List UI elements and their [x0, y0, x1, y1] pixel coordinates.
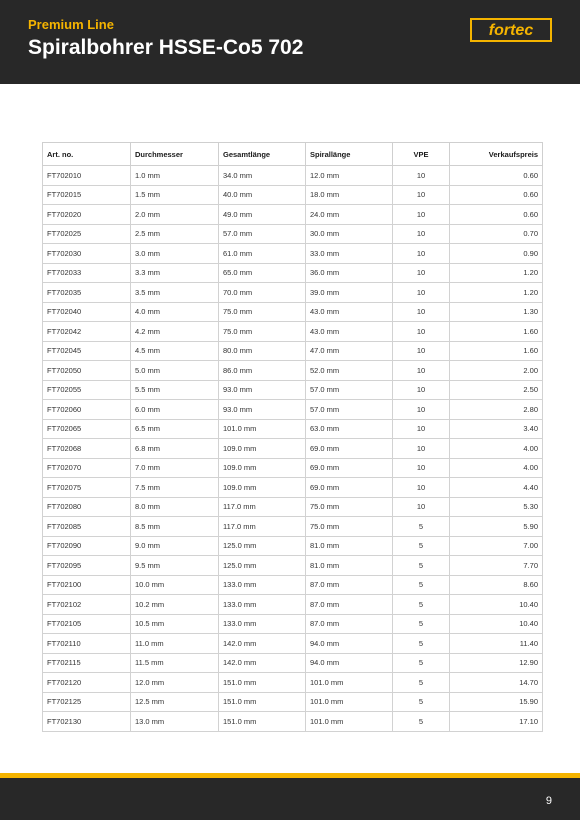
cell-diameter: 12.0 mm	[131, 673, 219, 693]
cell-total-length: 151.0 mm	[219, 673, 306, 693]
cell-price: 1.60	[450, 322, 543, 342]
cell-diameter: 11.5 mm	[131, 653, 219, 673]
cell-vpe: 5	[393, 653, 450, 673]
cell-vpe: 5	[393, 634, 450, 654]
cell-article-number: FT702042	[43, 322, 131, 342]
table-row	[43, 263, 543, 283]
cell-vpe: 10	[393, 185, 450, 205]
cell-article-number: FT702070	[43, 458, 131, 478]
cell-flute-length: 12.0 mm	[306, 166, 393, 186]
cell-diameter: 12.5 mm	[131, 692, 219, 712]
cell-total-length: 49.0 mm	[219, 205, 306, 225]
cell-price: 4.40	[450, 478, 543, 498]
product-table	[42, 142, 543, 732]
cell-diameter: 5.5 mm	[131, 380, 219, 400]
cell-total-length: 109.0 mm	[219, 478, 306, 498]
cell-price: 2.50	[450, 380, 543, 400]
cell-diameter: 8.5 mm	[131, 517, 219, 537]
cell-article-number: FT702050	[43, 361, 131, 381]
cell-price: 0.60	[450, 185, 543, 205]
table-row	[43, 478, 543, 498]
cell-vpe: 10	[393, 166, 450, 186]
cell-total-length: 75.0 mm	[219, 302, 306, 322]
cell-diameter: 13.0 mm	[131, 712, 219, 732]
cell-vpe: 5	[393, 575, 450, 595]
cell-total-length: 125.0 mm	[219, 536, 306, 556]
cell-price: 10.40	[450, 614, 543, 634]
cell-article-number: FT702025	[43, 224, 131, 244]
cell-diameter: 7.5 mm	[131, 478, 219, 498]
cell-diameter: 8.0 mm	[131, 497, 219, 517]
cell-total-length: 151.0 mm	[219, 712, 306, 732]
cell-vpe: 5	[393, 614, 450, 634]
table-row	[43, 536, 543, 556]
cell-flute-length: 24.0 mm	[306, 205, 393, 225]
cell-flute-length: 94.0 mm	[306, 634, 393, 654]
table-row	[43, 692, 543, 712]
cell-article-number: FT702055	[43, 380, 131, 400]
cell-total-length: 61.0 mm	[219, 244, 306, 264]
cell-flute-length: 30.0 mm	[306, 224, 393, 244]
table-row	[43, 224, 543, 244]
cell-diameter: 9.0 mm	[131, 536, 219, 556]
cell-total-length: 125.0 mm	[219, 556, 306, 576]
table-row	[43, 166, 543, 186]
table-body	[43, 166, 543, 732]
cell-article-number: FT702060	[43, 400, 131, 420]
cell-article-number: FT702085	[43, 517, 131, 537]
cell-vpe: 10	[393, 283, 450, 303]
table-row	[43, 361, 543, 381]
page-footer	[0, 773, 580, 820]
cell-diameter: 7.0 mm	[131, 458, 219, 478]
cell-total-length: 133.0 mm	[219, 575, 306, 595]
cell-flute-length: 33.0 mm	[306, 244, 393, 264]
cell-total-length: 34.0 mm	[219, 166, 306, 186]
table-row	[43, 322, 543, 342]
cell-flute-length: 81.0 mm	[306, 536, 393, 556]
cell-diameter: 1.0 mm	[131, 166, 219, 186]
cell-article-number: FT702020	[43, 205, 131, 225]
cell-flute-length: 18.0 mm	[306, 185, 393, 205]
cell-article-number: FT702065	[43, 419, 131, 439]
cell-diameter: 2.0 mm	[131, 205, 219, 225]
cell-vpe: 10	[393, 224, 450, 244]
cell-vpe: 5	[393, 517, 450, 537]
cell-price: 0.60	[450, 205, 543, 225]
cell-vpe: 10	[393, 322, 450, 342]
cell-diameter: 3.3 mm	[131, 263, 219, 283]
table-row	[43, 419, 543, 439]
table-row	[43, 458, 543, 478]
cell-vpe: 10	[393, 302, 450, 322]
cell-price: 5.90	[450, 517, 543, 537]
cell-total-length: 117.0 mm	[219, 517, 306, 537]
cell-vpe: 10	[393, 205, 450, 225]
svg-text:fortec: fortec	[488, 22, 534, 39]
column-header-price: Verkaufspreis	[450, 143, 543, 166]
cell-total-length: 151.0 mm	[219, 692, 306, 712]
cell-flute-length: 81.0 mm	[306, 556, 393, 576]
cell-flute-length: 94.0 mm	[306, 653, 393, 673]
cell-total-length: 109.0 mm	[219, 439, 306, 459]
cell-price: 7.00	[450, 536, 543, 556]
cell-total-length: 75.0 mm	[219, 322, 306, 342]
page-header	[0, 0, 580, 84]
cell-vpe: 5	[393, 595, 450, 615]
cell-price: 1.30	[450, 302, 543, 322]
table-row	[43, 244, 543, 264]
cell-article-number: FT702110	[43, 634, 131, 654]
cell-total-length: 133.0 mm	[219, 595, 306, 615]
cell-price: 3.40	[450, 419, 543, 439]
product-line-label: Premium Line	[28, 17, 114, 32]
cell-vpe: 5	[393, 556, 450, 576]
table-row	[43, 341, 543, 361]
cell-flute-length: 43.0 mm	[306, 322, 393, 342]
table-header-row	[43, 143, 543, 166]
cell-article-number: FT702120	[43, 673, 131, 693]
cell-price: 10.40	[450, 595, 543, 615]
cell-price: 5.30	[450, 497, 543, 517]
cell-flute-length: 39.0 mm	[306, 283, 393, 303]
cell-price: 8.60	[450, 575, 543, 595]
cell-diameter: 6.5 mm	[131, 419, 219, 439]
cell-price: 2.80	[450, 400, 543, 420]
cell-diameter: 1.5 mm	[131, 185, 219, 205]
table-row	[43, 185, 543, 205]
cell-article-number: FT702090	[43, 536, 131, 556]
table-row	[43, 439, 543, 459]
cell-flute-length: 36.0 mm	[306, 263, 393, 283]
cell-flute-length: 75.0 mm	[306, 497, 393, 517]
cell-article-number: FT702125	[43, 692, 131, 712]
cell-total-length: 65.0 mm	[219, 263, 306, 283]
cell-vpe: 10	[393, 380, 450, 400]
cell-total-length: 109.0 mm	[219, 458, 306, 478]
cell-flute-length: 87.0 mm	[306, 575, 393, 595]
cell-total-length: 93.0 mm	[219, 400, 306, 420]
cell-article-number: FT702033	[43, 263, 131, 283]
product-table-container	[42, 142, 542, 732]
cell-diameter: 4.2 mm	[131, 322, 219, 342]
column-header-vpe: VPE	[393, 143, 450, 166]
cell-diameter: 6.8 mm	[131, 439, 219, 459]
cell-article-number: FT702102	[43, 595, 131, 615]
cell-price: 7.70	[450, 556, 543, 576]
table-row	[43, 380, 543, 400]
cell-total-length: 133.0 mm	[219, 614, 306, 634]
cell-price: 4.00	[450, 458, 543, 478]
cell-total-length: 93.0 mm	[219, 380, 306, 400]
table-row	[43, 673, 543, 693]
cell-total-length: 70.0 mm	[219, 283, 306, 303]
cell-price: 15.90	[450, 692, 543, 712]
cell-diameter: 10.0 mm	[131, 575, 219, 595]
table-row	[43, 400, 543, 420]
table-row	[43, 653, 543, 673]
cell-article-number: FT702035	[43, 283, 131, 303]
cell-article-number: FT702075	[43, 478, 131, 498]
cell-price: 12.90	[450, 653, 543, 673]
cell-diameter: 6.0 mm	[131, 400, 219, 420]
cell-diameter: 11.0 mm	[131, 634, 219, 654]
cell-article-number: FT702040	[43, 302, 131, 322]
cell-total-length: 142.0 mm	[219, 653, 306, 673]
cell-vpe: 10	[393, 478, 450, 498]
cell-vpe: 10	[393, 439, 450, 459]
cell-article-number: FT702080	[43, 497, 131, 517]
column-header-diameter: Durchmesser	[131, 143, 219, 166]
table-row	[43, 205, 543, 225]
cell-diameter: 4.5 mm	[131, 341, 219, 361]
table-row	[43, 634, 543, 654]
cell-flute-length: 69.0 mm	[306, 478, 393, 498]
table-row	[43, 595, 543, 615]
cell-article-number: FT702130	[43, 712, 131, 732]
cell-flute-length: 57.0 mm	[306, 380, 393, 400]
cell-vpe: 10	[393, 419, 450, 439]
cell-price: 0.70	[450, 224, 543, 244]
cell-article-number: FT702105	[43, 614, 131, 634]
cell-vpe: 5	[393, 712, 450, 732]
cell-vpe: 10	[393, 263, 450, 283]
cell-flute-length: 87.0 mm	[306, 614, 393, 634]
table-row	[43, 556, 543, 576]
table-row	[43, 497, 543, 517]
cell-total-length: 80.0 mm	[219, 341, 306, 361]
cell-article-number: FT702015	[43, 185, 131, 205]
cell-vpe: 10	[393, 497, 450, 517]
cell-price: 14.70	[450, 673, 543, 693]
table-row	[43, 302, 543, 322]
page-title: Spiralbohrer HSSE-Co5 702	[28, 36, 304, 59]
cell-flute-length: 69.0 mm	[306, 439, 393, 459]
cell-diameter: 3.5 mm	[131, 283, 219, 303]
cell-vpe: 10	[393, 244, 450, 264]
table-row	[43, 283, 543, 303]
table-row	[43, 712, 543, 732]
cell-price: 2.00	[450, 361, 543, 381]
column-header-article: Art. no.	[43, 143, 131, 166]
table-row	[43, 575, 543, 595]
footer-accent-stripe	[0, 773, 580, 778]
cell-total-length: 57.0 mm	[219, 224, 306, 244]
cell-price: 0.90	[450, 244, 543, 264]
fortec-logo	[470, 18, 552, 42]
table-row	[43, 517, 543, 537]
cell-vpe: 10	[393, 361, 450, 381]
cell-diameter: 9.5 mm	[131, 556, 219, 576]
cell-price: 1.20	[450, 283, 543, 303]
cell-price: 1.60	[450, 341, 543, 361]
cell-vpe: 10	[393, 400, 450, 420]
cell-price: 0.60	[450, 166, 543, 186]
cell-article-number: FT702100	[43, 575, 131, 595]
cell-diameter: 10.5 mm	[131, 614, 219, 634]
cell-price: 11.40	[450, 634, 543, 654]
cell-price: 1.20	[450, 263, 543, 283]
cell-flute-length: 101.0 mm	[306, 692, 393, 712]
cell-flute-length: 87.0 mm	[306, 595, 393, 615]
cell-vpe: 10	[393, 341, 450, 361]
cell-flute-length: 47.0 mm	[306, 341, 393, 361]
cell-flute-length: 101.0 mm	[306, 673, 393, 693]
cell-diameter: 5.0 mm	[131, 361, 219, 381]
page-number: 9	[545, 795, 552, 807]
cell-vpe: 5	[393, 536, 450, 556]
cell-diameter: 2.5 mm	[131, 224, 219, 244]
cell-flute-length: 43.0 mm	[306, 302, 393, 322]
cell-flute-length: 75.0 mm	[306, 517, 393, 537]
cell-total-length: 86.0 mm	[219, 361, 306, 381]
column-header-flute-length: Spirallänge	[306, 143, 393, 166]
column-header-total-length: Gesamtlänge	[219, 143, 306, 166]
cell-article-number: FT702068	[43, 439, 131, 459]
cell-article-number: FT702095	[43, 556, 131, 576]
cell-vpe: 5	[393, 673, 450, 693]
cell-diameter: 3.0 mm	[131, 244, 219, 264]
cell-article-number: FT702045	[43, 341, 131, 361]
cell-flute-length: 63.0 mm	[306, 419, 393, 439]
cell-article-number: FT702030	[43, 244, 131, 264]
cell-flute-length: 101.0 mm	[306, 712, 393, 732]
cell-total-length: 142.0 mm	[219, 634, 306, 654]
cell-price: 17.10	[450, 712, 543, 732]
cell-flute-length: 52.0 mm	[306, 361, 393, 381]
cell-article-number: FT702115	[43, 653, 131, 673]
cell-article-number: FT702010	[43, 166, 131, 186]
cell-vpe: 10	[393, 458, 450, 478]
cell-price: 4.00	[450, 439, 543, 459]
cell-diameter: 10.2 mm	[131, 595, 219, 615]
cell-diameter: 4.0 mm	[131, 302, 219, 322]
cell-total-length: 101.0 mm	[219, 419, 306, 439]
cell-vpe: 5	[393, 692, 450, 712]
cell-total-length: 40.0 mm	[219, 185, 306, 205]
cell-flute-length: 69.0 mm	[306, 458, 393, 478]
cell-flute-length: 57.0 mm	[306, 400, 393, 420]
table-row	[43, 614, 543, 634]
cell-total-length: 117.0 mm	[219, 497, 306, 517]
